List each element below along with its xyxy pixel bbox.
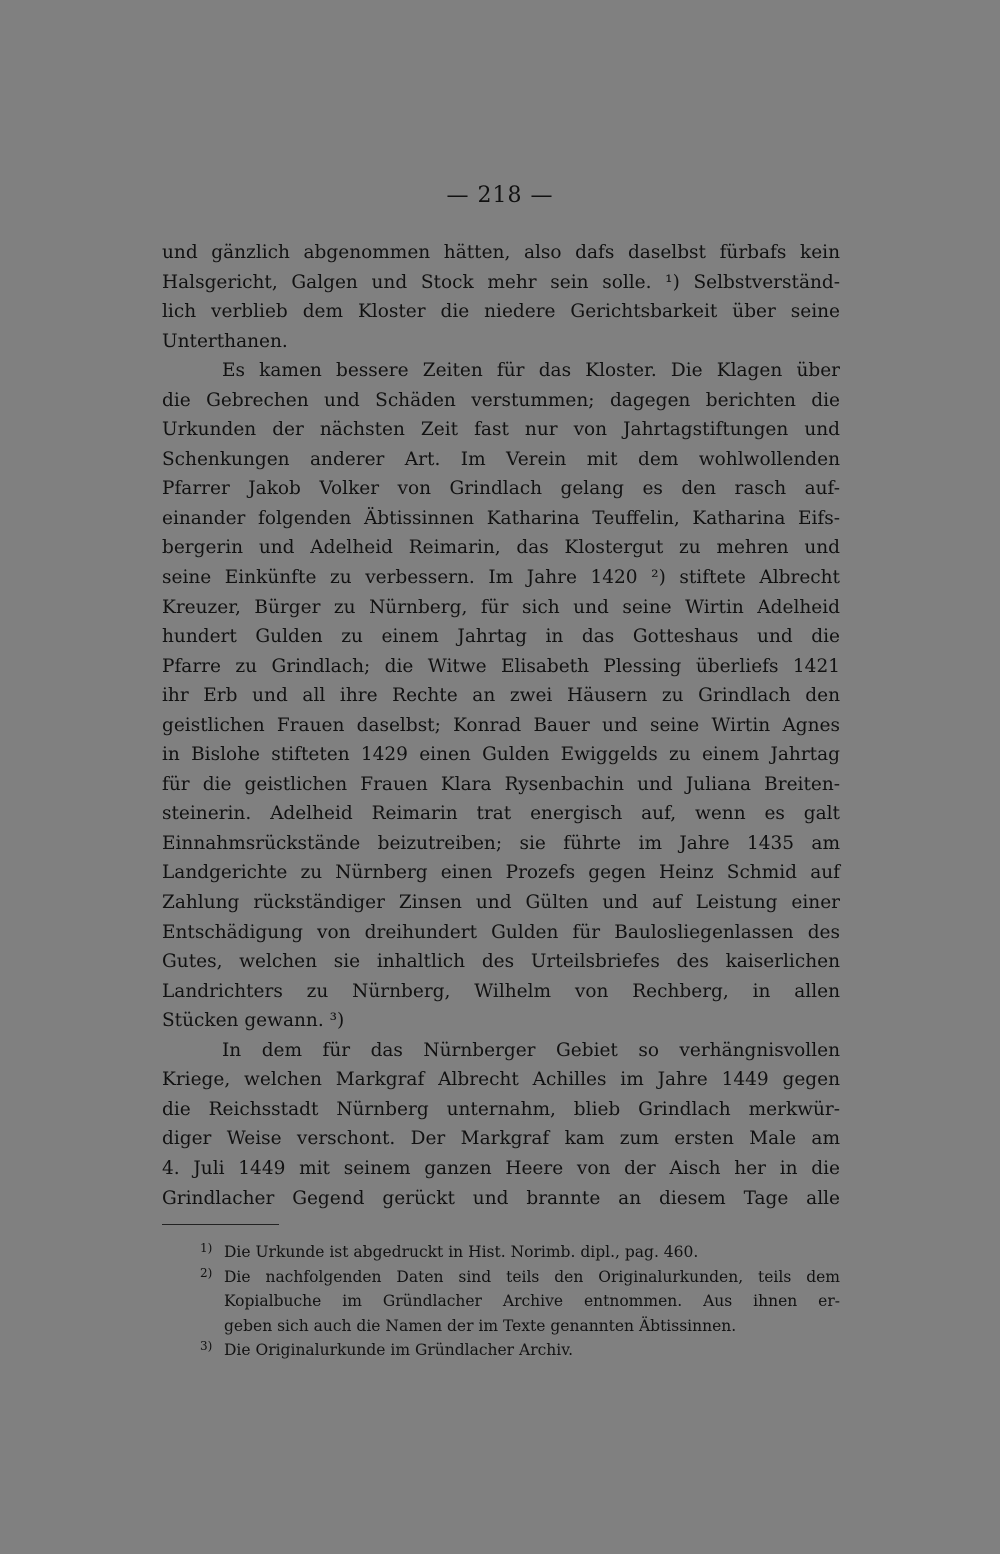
text-line: und gänzlich abgenommen hätten, also dafs daselbst fürbafs kein [162, 242, 840, 263]
text-line: Entschädigung von dreihundert Gulden für Baulosliegenlassen des [162, 921, 840, 943]
text-line: bergerin und Adelheid Reimarin, das Klostergut zu mehren und [162, 537, 840, 559]
footnote-line [162, 1265, 840, 1290]
text-line: Gutes, welchen sie inhaltlich des Urteilsbriefes des kaiserlichen [162, 951, 840, 973]
text-line: steinerin. Adelheid Reimarin trat energisch auf, wenn es galt [162, 803, 840, 825]
text-line: Einnahmsrückstände beizutreiben; sie führte im Jahre 1435 am [162, 832, 840, 854]
footnote-line [162, 1289, 840, 1314]
text-line: diger Weise verschont. Der Markgraf kam zum ersten Male am [162, 1128, 840, 1150]
footnote-text: Die Urkunde ist abgedruckt in Hist. Norimb. dipl., pag. 460. [224, 1243, 699, 1261]
text-line: Landgerichte zu Nürnberg einen Prozefs gegen Heinz Schmid auf [162, 862, 840, 884]
footnote-text: Die nachfolgenden Daten sind teils den Originalurkunden, teils dem [224, 1267, 840, 1286]
text-line: Grindlacher Gegend gerückt und brannte an diesem Tage alle [162, 1187, 840, 1209]
text-line: Pfarre zu Grindlach; die Witwe Elisabeth Plessing überliefs 1421 [162, 655, 840, 677]
text-line: Stücken gewann. ³) [162, 1010, 345, 1032]
text-line: die Gebrechen und Schäden verstummen; dagegen berichten die [162, 389, 840, 411]
text-line: Kreuzer, Bürger zu Nürnberg, für sich und seine Wirtin Adelheid [162, 596, 840, 618]
text-line: geistlichen Frauen daselbst; Konrad Bauer und seine Wirtin Agnes [162, 714, 840, 736]
body-text [162, 238, 840, 1213]
text-line: 4. Juli 1449 mit seinem ganzen Heere von der Aisch her in die [162, 1157, 840, 1179]
footnote-line [162, 1338, 840, 1363]
text-line: für die geistlichen Frauen Klara Rysenbachin und Juliana Breiten- [162, 773, 840, 795]
footnote-marker: 2) [200, 1265, 213, 1280]
text-line: In dem für das Nürnberger Gebiet so verhängnisvollen [222, 1039, 840, 1061]
text-line: Es kamen bessere Zeiten für das Kloster. Die Klagen über [222, 360, 840, 382]
page-number: — 218 — [446, 183, 554, 208]
text-line: Urkunden der nächsten Zeit fast nur von Jahrtagstiftungen und [162, 419, 840, 441]
text-line: Pfarrer Jakob Volker von Grindlach gelang es den rasch auf- [162, 478, 840, 500]
footnote-text: geben sich auch die Namen der im Texte genannten Äbtissinnen. [224, 1316, 737, 1335]
text-line: seine Einkünfte zu verbessern. Im Jahre 1420 ²) stiftete Albrecht [162, 567, 840, 589]
text-line: Unterthanen. [162, 330, 288, 352]
footnote-line [162, 1240, 840, 1265]
text-line: in Bislohe stifteten 1429 einen Gulden Ewiggelds zu einem Jahrtag [162, 744, 840, 766]
footnote-text: Kopialbuche im Gründlacher Archive entnommen. Aus ihnen er- [224, 1292, 840, 1310]
text-line: einander folgenden Äbtissinnen Katharina Teuffelin, Katharina Eifs- [162, 507, 840, 529]
text-line: Landrichters zu Nürnberg, Wilhelm von Rechberg, in allen [162, 980, 840, 1002]
text-line: lich verblieb dem Kloster die niedere Gerichtsbarkeit über seine [162, 301, 840, 323]
footnotes [162, 1240, 840, 1363]
text-line: hundert Gulden zu einem Jahrtag in das Gotteshaus und die [162, 626, 840, 648]
footnote-marker: 3) [200, 1339, 213, 1353]
footnote-line [162, 1314, 840, 1339]
footnote-text: Die Originalurkunde im Gründlacher Archiv. [224, 1341, 574, 1359]
text-line: die Reichsstadt Nürnberg unternahm, blieb Grindlach merkwür- [162, 1098, 840, 1120]
text-line: Zahlung rückständiger Zinsen und Gülten und auf Leistung einer [162, 892, 840, 914]
text-line: Kriege, welchen Markgraf Albrecht Achilles im Jahre 1449 gegen [162, 1069, 840, 1091]
text-line: Halsgericht, Galgen und Stock mehr sein solle. ¹) Selbstverständ- [162, 271, 840, 293]
text-line: Schenkungen anderer Art. Im Verein mit dem wohlwollenden [162, 448, 840, 470]
footnote-divider [162, 1224, 279, 1225]
footnote-marker: 1) [200, 1241, 213, 1255]
text-line: ihr Erb und all ihre Rechte an zwei Häusern zu Grindlach den [162, 685, 840, 707]
